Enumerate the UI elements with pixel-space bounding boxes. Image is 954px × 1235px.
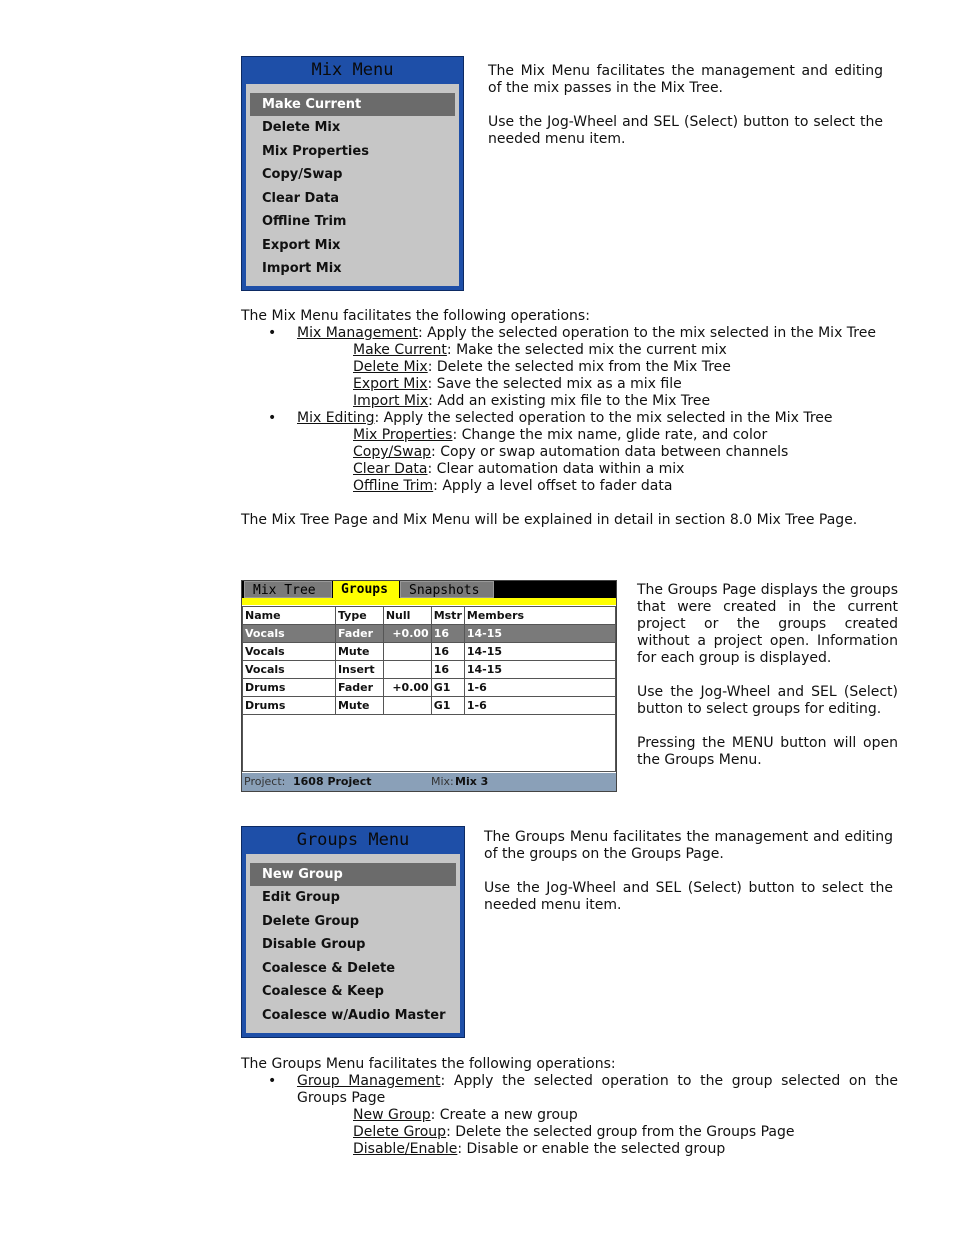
mix-editing-term: Mix Editing: [297, 410, 375, 426]
bullet-icon: •: [268, 1073, 277, 1089]
cell-members: 14-15: [464, 643, 615, 661]
cell-type: Fader: [335, 679, 383, 697]
sub-term: New Group: [353, 1107, 431, 1123]
col-header-members[interactable]: Members: [464, 607, 615, 625]
mix-menu-item-mix-properties[interactable]: Mix Properties: [262, 144, 369, 159]
groups-desc-p1: The Groups Page displays the groups that were created in the current project or the groups created without a project open. Information for each group is displayed.: [637, 582, 898, 666]
cell-members: 1-6: [464, 679, 615, 697]
cell-mstr: 16: [431, 625, 464, 643]
mix-menu-item-copy-swap[interactable]: Copy/Swap: [262, 167, 343, 182]
cell-null: +0.00: [383, 679, 431, 697]
project-value: 1608 Project: [293, 775, 372, 788]
table-row[interactable]: [243, 679, 616, 697]
sub-text: : Apply a level offset to fader data: [433, 478, 673, 494]
table-row[interactable]: [243, 625, 616, 643]
cell-name: Vocals: [243, 661, 336, 679]
sub-text: : Save the selected mix as a mix file: [427, 376, 682, 392]
sub-term: Copy/Swap: [353, 444, 432, 460]
table-row[interactable]: [243, 697, 616, 715]
bullet-icon: •: [268, 325, 277, 341]
group-management-term: Group Management: [297, 1073, 441, 1089]
sub-text: : Make the selected mix the current mix: [446, 342, 727, 358]
groups-menu-item-coalesce-keep[interactable]: Coalesce & Keep: [262, 984, 384, 999]
sub-text: : Change the mix name, glide rate, and color: [452, 427, 768, 443]
mix-menu-screenshot: [241, 56, 464, 291]
mix-menu-item-delete-mix[interactable]: Delete Mix: [262, 120, 341, 135]
mix-label: Mix:: [431, 775, 454, 788]
bullet-icon: •: [268, 410, 277, 426]
col-header-type[interactable]: Type: [335, 607, 383, 625]
col-header-mstr[interactable]: Mstr: [431, 607, 464, 625]
tab-groups[interactable]: Groups: [333, 581, 399, 598]
sub-text: : Clear automation data within a mix: [427, 461, 685, 477]
cell-name: Drums: [243, 697, 336, 715]
sub-term: Delete Mix: [353, 359, 428, 375]
sub-text: : Delete the selected group from the Groups Page: [446, 1124, 795, 1140]
cell-null: [383, 661, 431, 679]
table-header-row: [243, 607, 616, 625]
sub-item: [353, 444, 901, 461]
cell-type: Mute: [335, 643, 383, 661]
col-header-null[interactable]: Null: [383, 607, 431, 625]
mix-menu-title: Mix Menu: [311, 60, 394, 80]
sub-item: [353, 393, 901, 410]
sub-item: [353, 359, 901, 376]
mix-menu-item-export-mix[interactable]: Export Mix: [262, 238, 341, 253]
sub-term: Export Mix: [353, 376, 428, 392]
cell-name: Vocals: [243, 625, 336, 643]
cell-type: Mute: [335, 697, 383, 715]
cell-mstr: 16: [431, 661, 464, 679]
table-row[interactable]: [243, 661, 616, 679]
mix-menu-item-offline-trim[interactable]: Offline Trim: [262, 214, 347, 229]
groups-menu-title: Groups Menu: [296, 830, 410, 850]
mix-menu-list: [246, 93, 459, 286]
mix-menu-desc-p1: The Mix Menu facilitates the management and editing of the mix passes in the Mix Tree.: [488, 63, 883, 96]
sub-text: : Delete the selected mix from the Mix Tree: [427, 359, 731, 375]
groups-table: [242, 606, 616, 772]
cell-null: [383, 643, 431, 661]
tab-snapshots[interactable]: Snapshots: [400, 581, 494, 598]
cell-name: Drums: [243, 679, 336, 697]
group-management-text: : Apply the selected operation to the group selected on the Groups Page: [297, 1073, 898, 1106]
mix-menu-description: [488, 63, 883, 148]
groups-menu-bar: [246, 854, 460, 863]
sub-item: [353, 1107, 898, 1124]
sub-item: [353, 1124, 898, 1141]
groups-menu-desc-p2: Use the Jog-Wheel and SEL (Select) button to select the needed menu item.: [484, 880, 893, 913]
sub-term: Clear Data: [353, 461, 428, 477]
mix-editing-text: : Apply the selected operation to the mix selected in the Mix Tree: [374, 410, 833, 426]
mix-ops-closing: The Mix Tree Page and Mix Menu will be explained in detail in section 8.0 Mix Tree Page.: [241, 512, 858, 528]
mix-menu-item-clear-data[interactable]: Clear Data: [262, 191, 340, 206]
groups-menu-item-coalesce-delete[interactable]: Coalesce & Delete: [262, 961, 396, 976]
groups-menu-list: [246, 863, 460, 1033]
sub-item: [353, 478, 901, 495]
sub-term: Import Mix: [353, 393, 429, 409]
project-label: Project:: [244, 775, 286, 788]
groups-menu-item-disable-group[interactable]: Disable Group: [262, 937, 366, 952]
mix-management-text: : Apply the selected operation to the mix selected in the Mix Tree: [417, 325, 876, 341]
page-tabs: [242, 581, 616, 598]
cell-type: Insert: [335, 661, 383, 679]
cell-mstr: G1: [431, 679, 464, 697]
cell-null: +0.00: [383, 625, 431, 643]
table-row[interactable]: [243, 643, 616, 661]
mix-value: Mix 3: [455, 775, 489, 788]
cell-members: 1-6: [464, 697, 615, 715]
mix-menu-bar: [246, 84, 459, 93]
cell-name: Vocals: [243, 643, 336, 661]
groups-desc-p2: Use the Jog-Wheel and SEL (Select) button to select groups for editing.: [637, 684, 898, 717]
sub-term: Disable/Enable: [353, 1141, 458, 1157]
status-bar: [242, 773, 616, 791]
mix-menu-item-import-mix[interactable]: Import Mix: [262, 261, 342, 276]
table-empty-area: [243, 715, 616, 772]
mix-management-term: Mix Management: [297, 325, 418, 341]
cell-type: Fader: [335, 625, 383, 643]
sub-text: : Disable or enable the selected group: [457, 1141, 726, 1157]
sub-term: Delete Group: [353, 1124, 447, 1140]
sub-item: [353, 1141, 898, 1158]
groups-desc-p3: Pressing the MENU button will open the Groups Menu.: [637, 735, 898, 768]
cell-mstr: 16: [431, 643, 464, 661]
cell-mstr: G1: [431, 697, 464, 715]
groups-page-description: [637, 582, 898, 769]
groups-menu-item-edit-group[interactable]: Edit Group: [262, 890, 340, 905]
sub-term: Make Current: [353, 342, 447, 358]
groups-operations: [241, 1056, 898, 1158]
sub-text: : Add an existing mix file to the Mix Tree: [428, 393, 711, 409]
sub-term: Offline Trim: [353, 478, 434, 494]
groups-menu-description: [484, 829, 893, 914]
sub-text: : Copy or swap automation data between channels: [431, 444, 789, 460]
cell-members: 14-15: [464, 661, 615, 679]
col-header-name[interactable]: Name: [243, 607, 336, 625]
cell-null: [383, 697, 431, 715]
mix-menu-item-make-current[interactable]: Make Current: [250, 93, 455, 116]
groups-ops-intro: The Groups Menu facilitates the following operations:: [241, 1056, 616, 1072]
mix-menu-desc-p2: Use the Jog-Wheel and SEL (Select) button to select the needed menu item.: [488, 114, 883, 147]
groups-menu-screenshot: [241, 826, 465, 1038]
groups-menu-desc-p1: The Groups Menu facilitates the management and editing of the groups on the Groups Page.: [484, 829, 893, 862]
groups-menu-item-delete-group[interactable]: Delete Group: [262, 914, 360, 929]
cell-members: 14-15: [464, 625, 615, 643]
tab-underline: [242, 598, 616, 605]
groups-page-screenshot: [241, 580, 617, 792]
sub-item: [353, 376, 901, 393]
mix-ops-intro: The Mix Menu facilitates the following operations:: [241, 308, 590, 324]
sub-item: [353, 427, 901, 444]
mix-operations: [241, 308, 901, 529]
tab-mix-tree[interactable]: Mix Tree: [244, 581, 332, 598]
sub-text: : Create a new group: [430, 1107, 578, 1123]
groups-menu-item-new-group[interactable]: New Group: [250, 863, 456, 886]
sub-item: [353, 342, 901, 359]
sub-item: [353, 461, 901, 478]
sub-term: Mix Properties: [353, 427, 453, 443]
groups-menu-item-coalesce-audio-master[interactable]: Coalesce w/Audio Master: [262, 1008, 446, 1023]
